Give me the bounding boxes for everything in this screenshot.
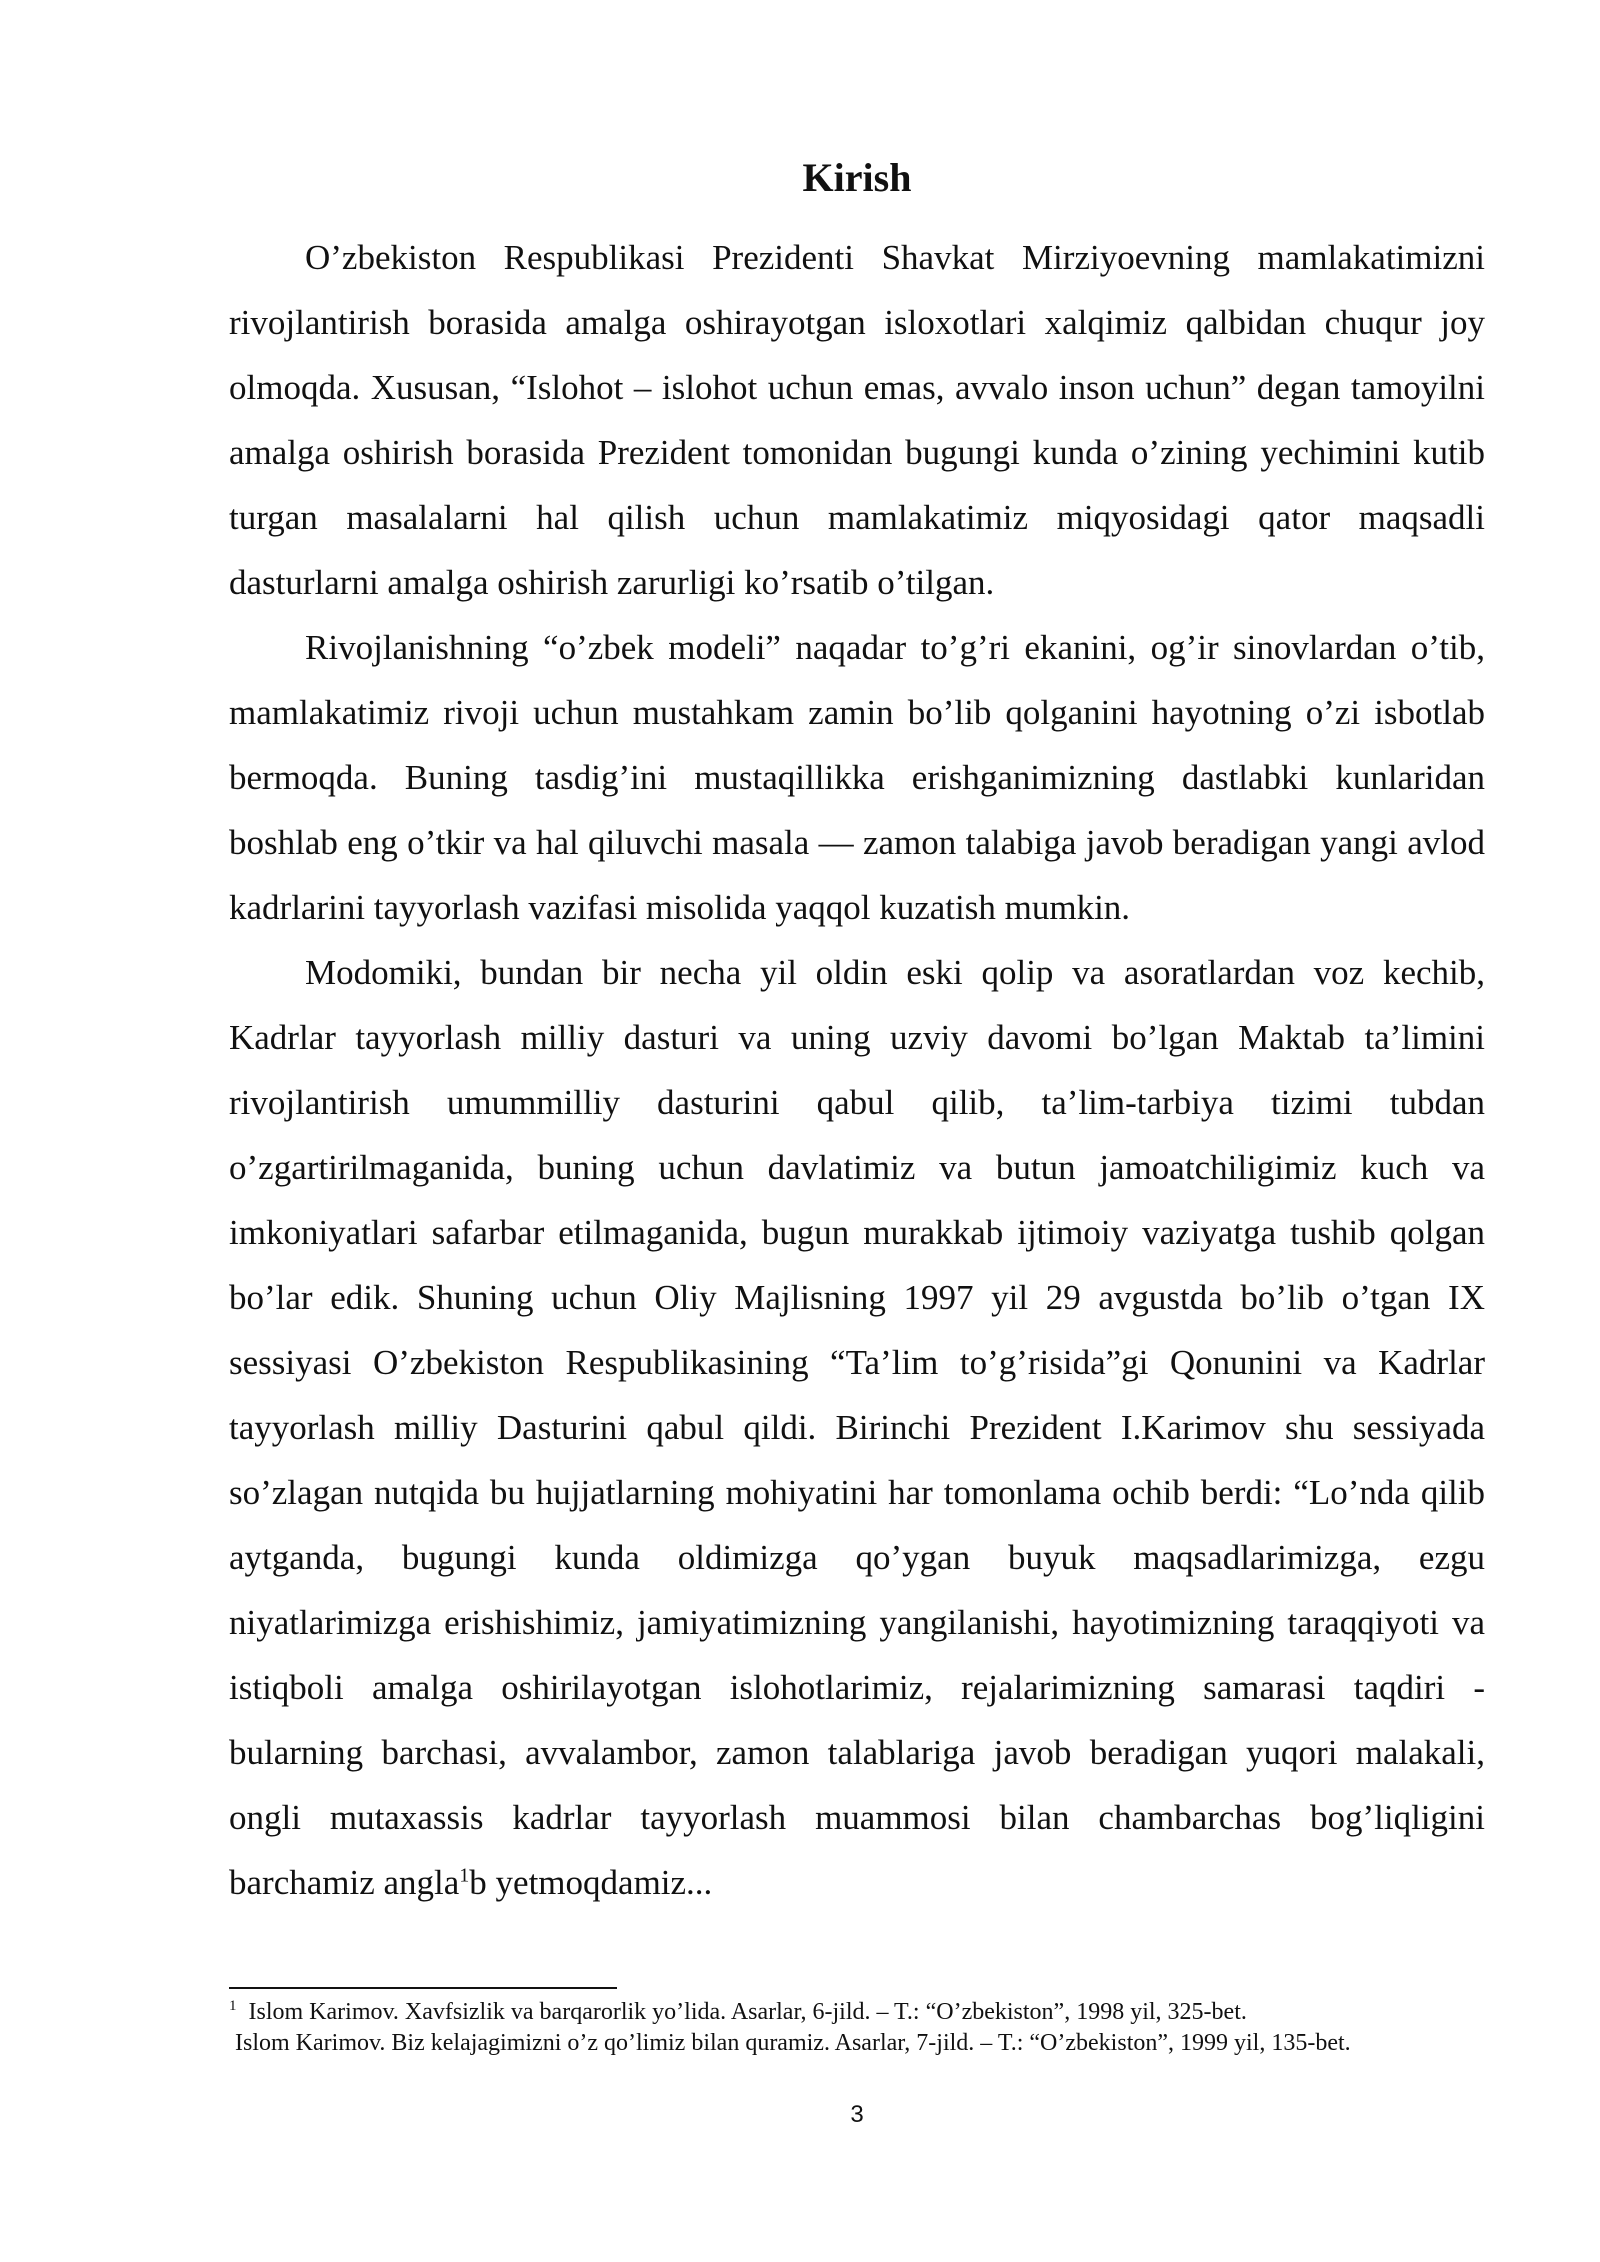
footnote-1-text: Islom Karimov. Xavfsizlik va barqarorlik yo’lida. Asarlar, 6-jild. – T.: “O’zbekiston”, 1998 yil, 325-bet. <box>248 1999 1247 2025</box>
footnote-1 <box>229 1997 1459 2028</box>
footnote-separator <box>229 1987 617 1989</box>
heading-container <box>229 150 1485 206</box>
page-heading: Kirish <box>802 155 912 200</box>
footnotes <box>229 1997 1459 2059</box>
body-text <box>229 225 1485 1915</box>
footnote-2 <box>229 2028 1459 2059</box>
footnote-1-marker: 1 <box>229 1998 237 2014</box>
page-number: 3 <box>850 2101 864 2128</box>
footnote-2-text: Islom Karimov. Biz kelajagimizni o’z qo’limiz bilan quramiz. Asarlar, 7-jild. – T.: “O’zbekiston”, 1999 yil, 135-bet. <box>235 2030 1351 2056</box>
paragraph-2: Rivojlanishning “o’zbek modeli” naqadar to’g’ri ekanini, og’ir sinovlardan o’tib, mamlakatimiz rivoji uchun mustahkam zamin bo’lib qolganini hayotning o’zi isbotlab bermoqda. Buning tasdig’ini mustaqillikka erishganimizning dastlabki kunlaridan boshlab eng o’tkir va hal qiluvchi masala — zamon talabiga javob beradigan yangi avlod kadrlarini tayyorlash vazifasi misolida yaqqol kuzatish mumkin. <box>229 628 1485 927</box>
paragraph-3-ending: b yetmoqdamiz... <box>469 1863 713 1902</box>
paragraph-3-text: Modomiki, bundan bir necha yil oldin eski qolip va asoratlardan voz kechib, Kadrlar tayyorlash milliy dasturi va uning uzviy davomi bo’lgan Maktab ta’limini rivojlantirish umummilliy dasturini qabul qilib, ta’lim-tarbiya tizimi tubdan o’zgartirilmaganida, buning uchun davlatimiz va butun jamoatchiligimiz kuch va imkoniyatlari safarbar etilmaganida, bugun murakkab ijtimoiy vaziyatga tushib qolgan bo’lar edik. Shuning uchun Oliy Majlisning 1997 yil 29 avgustda bo’lib o’tgan IX sessiyasi O’zbekiston Respublikasining “Ta’lim to’g’risida”gi Qonunini va Kadrlar tayyorlash milliy Dasturini qabul qildi. Birinchi Prezident I.Karimov shu sessiyada so’zlagan nutqida bu hujjatlarning mohiyatini har tomonlama ochib berdi: “Lo’nda qilib aytganda, bugungi kunda oldimizga qo’ygan buyuk maqsadlarimizga, ezgu niyatlarimizga erishishimiz, jamiyatimizning yangilanishi, hayotimizning taraqqiyoti va istiqboli amalga oshirilayotgan islohotlarimiz, rejalarimizning samarasi taqdiri - bularning barchasi, avvalambor, zamon talablariga javob beradigan yuqori malakali, ongli mutaxassis kadrlar tayyorlash muammosi bilan chambarchas bog’liqligini barchamiz angla <box>229 953 1485 1902</box>
paragraph-3 <box>229 940 1485 1915</box>
footnote-reference: 1 <box>459 1864 470 1887</box>
paragraph-1: O’zbekiston Respublikasi Prezidenti Shavkat Mirziyoevning mamlakatimizni rivojlantirish borasida amalga oshirayotgan isloxotlari xalqimiz qalbidan chuqur joy olmoqda. Xususan, “Islohot – islohot uchun emas, avvalo inson uchun” degan tamoyilni amalga oshirish borasida Prezident tomonidan bugungi kunda o’zining yechimini kutib turgan masalalarni hal qilish uchun mamlakatimiz miqyosidagi qator maqsadli dasturlarni amalga oshirish zarurligi ko’rsatib o’tilgan. <box>229 238 1485 602</box>
